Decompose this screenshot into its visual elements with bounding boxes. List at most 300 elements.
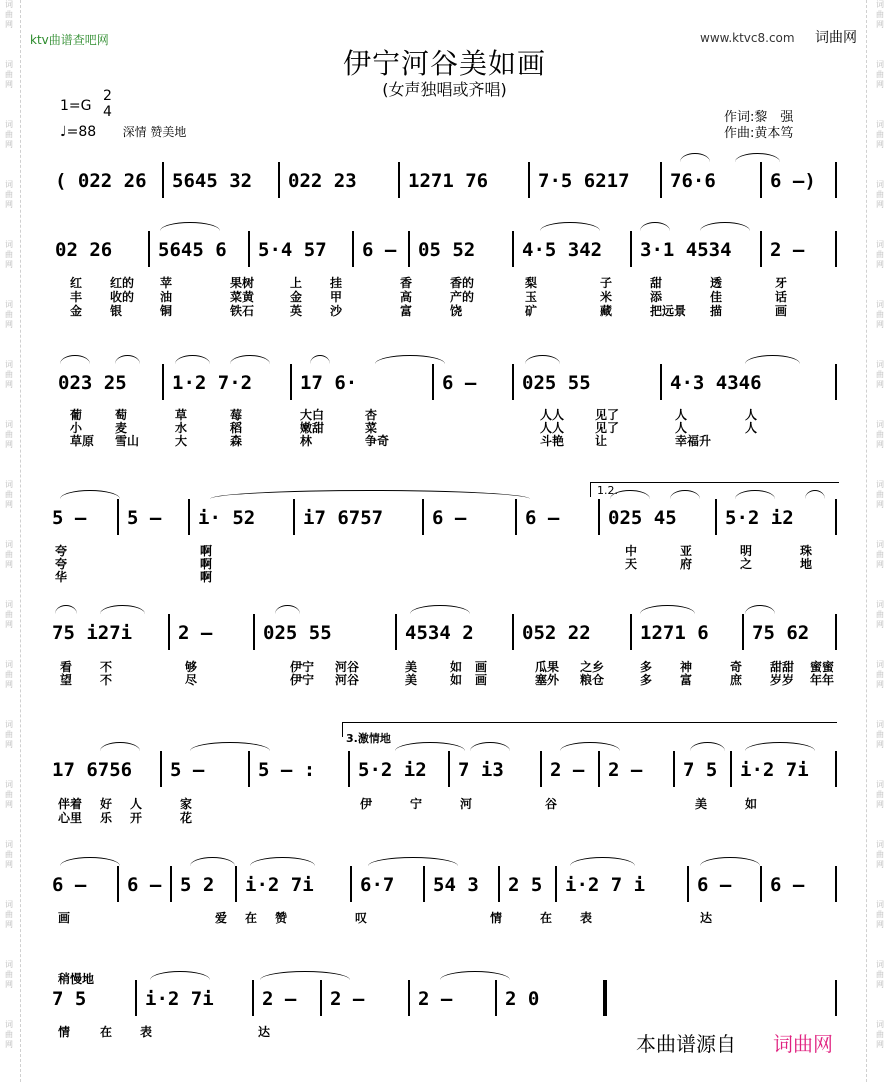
lyric-syllable: 叹	[355, 911, 368, 925]
barline	[715, 499, 717, 535]
lyric-syllable: 小	[70, 421, 83, 435]
lyric-syllable: 果树	[230, 276, 255, 290]
measure: 7·5 6217	[538, 170, 630, 192]
barline	[630, 614, 632, 650]
barline	[512, 364, 514, 400]
measure: 17 6·	[300, 372, 358, 394]
barline	[673, 751, 675, 787]
lyric-row	[0, 660, 889, 674]
measure: 3·1 4534	[640, 239, 732, 261]
measure: 5 2	[180, 874, 215, 896]
measure: i· 52	[198, 507, 256, 529]
lyric-syllable: 佳	[710, 290, 723, 304]
barline	[835, 231, 837, 267]
slur-arc	[100, 742, 140, 751]
slur-arc	[60, 857, 120, 866]
edge-watermark-text: 词 曲 网	[876, 600, 884, 629]
lyric-syllable: 苹	[160, 276, 173, 290]
volta-bracket-1-2	[590, 482, 839, 497]
slur-arc	[260, 971, 350, 980]
lyric-syllable: 稻	[230, 421, 243, 435]
measure: 75 i27i	[52, 622, 133, 644]
lyric-syllable: 金	[290, 290, 303, 304]
edge-watermark-text: 词 曲 网	[876, 300, 884, 329]
edge-watermark-text: 词 曲 网	[5, 60, 13, 89]
measure: 023 25	[58, 372, 127, 394]
slur-arc	[560, 742, 620, 751]
lyric-syllable: 好	[100, 797, 113, 811]
lyric-syllable: 人人	[540, 421, 565, 435]
lyric-syllable: 菜	[365, 421, 378, 435]
barline	[348, 751, 350, 787]
edge-watermark-text: 词 曲 网	[876, 1020, 884, 1049]
measure: 6 –)	[770, 170, 816, 192]
lyric-syllable: 神	[680, 660, 693, 674]
lyric-syllable: 添	[650, 290, 663, 304]
lyric-syllable: 之	[740, 557, 753, 571]
barline	[252, 980, 254, 1016]
edge-watermark-text: 词 曲 网	[5, 900, 13, 929]
lyric-syllable: 如	[745, 797, 758, 811]
lyric-syllable: 尽	[185, 673, 198, 687]
lyric-syllable: 沙	[330, 304, 343, 318]
barline	[498, 866, 500, 902]
measure: 5645 32	[172, 170, 253, 192]
measure: 75 62	[752, 622, 810, 644]
slur-arc	[190, 857, 235, 866]
lyric-syllable: 让	[595, 434, 608, 448]
measure: 4·5 342	[522, 239, 603, 261]
footer-source-label: 本曲谱源自	[636, 1032, 736, 1056]
lyric-syllable: 莓	[230, 408, 243, 422]
composer-credit: 作曲:黄本笃	[724, 126, 794, 141]
barline	[835, 980, 837, 1016]
measure: 6·7	[360, 874, 395, 896]
measure: 025 55	[522, 372, 591, 394]
lyric-row	[0, 276, 889, 290]
lyric-syllable: 大白	[300, 408, 325, 422]
tempo-value: ♩=88	[60, 124, 97, 140]
slur-arc	[540, 222, 600, 231]
edge-watermark-text: 词 曲 网	[5, 960, 13, 989]
edge-watermark-text: 词 曲 网	[876, 180, 884, 209]
lyric-syllable: 乐	[100, 811, 113, 825]
slur-arc	[690, 742, 725, 751]
lyric-syllable: 表	[140, 1025, 153, 1039]
edge-watermark-text: 词 曲 网	[876, 780, 884, 809]
final-barline	[603, 980, 607, 1016]
lyric-syllable: 心里	[58, 811, 83, 825]
measure: 6 –	[52, 874, 87, 896]
lyric-syllable: 英	[290, 304, 303, 318]
lyric-syllable: 挂	[330, 276, 343, 290]
edge-watermark-text: 词 曲 网	[5, 120, 13, 149]
lyric-syllable: 产的	[450, 290, 475, 304]
slur-arc	[745, 355, 800, 364]
barline	[495, 980, 497, 1016]
slur-arc	[250, 857, 315, 866]
lyric-syllable: 上	[290, 276, 303, 290]
slur-arc	[310, 355, 330, 364]
measure: 025 45	[608, 507, 677, 529]
edge-watermark-text: 词 曲 网	[876, 660, 884, 689]
lyric-syllable: 伴着	[58, 797, 83, 811]
barline	[687, 866, 689, 902]
footer-source-name[interactable]: 词曲网	[773, 1032, 833, 1056]
slur-arc	[175, 355, 210, 364]
lyric-syllable: 甲	[330, 290, 343, 304]
edge-watermark-text: 词 曲 网	[5, 1020, 13, 1049]
barline	[235, 866, 237, 902]
lyric-syllable: 蜜蜜	[810, 660, 835, 674]
notation-line	[0, 168, 889, 194]
slur-arc	[150, 971, 210, 980]
measure: 6 –	[697, 874, 732, 896]
slur-arc	[525, 355, 560, 364]
measure: 1271 76	[408, 170, 489, 192]
barline	[423, 866, 425, 902]
lyric-syllable: 达	[700, 911, 713, 925]
slur-arc	[375, 355, 445, 364]
lyric-syllable: 如	[450, 660, 463, 674]
measure: 6 –	[442, 372, 477, 394]
lyric-syllable: 富	[680, 673, 693, 687]
lyric-syllable: 杏	[365, 408, 378, 422]
lyric-syllable: 人	[675, 421, 688, 435]
edge-watermark-text: 词 曲 网	[5, 180, 13, 209]
lyric-syllable: 画	[475, 660, 488, 674]
lyric-syllable: 人	[675, 408, 688, 422]
notation-line	[0, 620, 889, 646]
lyric-syllable: 爱	[215, 911, 228, 925]
barline	[350, 866, 352, 902]
measure: 7 5	[52, 988, 87, 1010]
tempo-marking	[60, 123, 186, 140]
slur-arc	[470, 742, 510, 751]
lyric-syllable: 描	[710, 304, 723, 318]
barline	[162, 364, 164, 400]
edge-watermark-text: 词 曲 网	[5, 360, 13, 389]
lyric-row	[0, 673, 889, 687]
lyric-syllable: 宁	[410, 797, 423, 811]
edge-watermark-text: 词 曲 网	[876, 240, 884, 269]
measure: 7 i3	[458, 759, 504, 781]
edge-watermark-text: 词 曲 网	[876, 840, 884, 869]
lyric-syllable: 雪山	[115, 434, 140, 448]
site-link-top-left[interactable]: ktv曲谱查吧网	[30, 33, 109, 47]
measure: i·2 7i	[145, 988, 214, 1010]
lyric-syllable: 伊宁	[290, 660, 315, 674]
lyric-syllable: 珠	[800, 544, 813, 558]
slur-arc	[368, 857, 458, 866]
edge-watermark-text: 词 曲 网	[876, 480, 884, 509]
lyric-syllable: 美	[405, 673, 418, 687]
lyric-syllable: 玉	[525, 290, 538, 304]
lyric-syllable: 赞	[275, 911, 288, 925]
edge-watermark-text: 词 曲 网	[876, 540, 884, 569]
expression-marking: 深情 赞美地	[122, 125, 187, 139]
edge-watermark-text: 词 曲 网	[5, 0, 13, 29]
lyric-syllable: 在	[540, 911, 553, 925]
lyric-syllable: 葡	[70, 408, 83, 422]
lyric-syllable: 嫩甜	[300, 421, 325, 435]
lyric-syllable: 之乡	[580, 660, 605, 674]
lyric-syllable: 粮仓	[580, 673, 605, 687]
lyric-row	[0, 557, 889, 571]
lyric-syllable: 夸	[55, 544, 68, 558]
lyric-syllable: 在	[100, 1025, 113, 1039]
barline	[742, 614, 744, 650]
slur-arc	[60, 490, 120, 499]
lyric-syllable: 画	[475, 673, 488, 687]
slur-arc	[410, 605, 470, 614]
lyric-syllable: 瓜果	[535, 660, 560, 674]
lyric-syllable: 伊宁	[290, 673, 315, 687]
lyric-syllable: 谷	[545, 797, 558, 811]
lyric-syllable: 亚	[680, 544, 693, 558]
lyric-syllable: 梨	[525, 276, 538, 290]
slur-arc	[100, 605, 145, 614]
time-signature-top: 2	[103, 88, 112, 104]
lyric-syllable: 红	[70, 276, 83, 290]
barline	[422, 499, 424, 535]
lyric-syllable: 华	[55, 570, 68, 584]
barline	[395, 614, 397, 650]
measure: 2 –	[262, 988, 297, 1010]
lyric-syllable: 岁岁	[770, 673, 795, 687]
lyric-syllable: 望	[60, 673, 73, 687]
lyric-syllable: 饶	[450, 304, 463, 318]
edge-watermark-text: 词 曲 网	[876, 60, 884, 89]
lyric-syllable: 够	[185, 660, 198, 674]
lyric-syllable: 不	[100, 673, 113, 687]
measure: ( 022 26	[55, 170, 147, 192]
edge-watermark-text: 词 曲 网	[5, 420, 13, 449]
measure: 1·2 7·2	[172, 372, 253, 394]
lyric-row	[0, 797, 889, 811]
lyric-syllable: 金	[70, 304, 83, 318]
notation-line	[0, 370, 889, 396]
lyric-syllable: 香的	[450, 276, 475, 290]
measure: 6 –	[770, 874, 805, 896]
barline	[835, 499, 837, 535]
lyric-row	[0, 911, 889, 925]
measure: 2 0	[505, 988, 540, 1010]
measure: 6 –	[362, 239, 397, 261]
measure: i·2 7 i	[565, 874, 646, 896]
barline	[248, 231, 250, 267]
lyric-syllable: 银	[110, 304, 123, 318]
barline	[432, 364, 434, 400]
lyric-syllable: 甜	[650, 276, 663, 290]
lyric-syllable: 麦	[115, 421, 128, 435]
barline	[528, 162, 530, 198]
lyric-syllable: 中	[625, 544, 638, 558]
slur-arc	[735, 153, 780, 162]
lyric-syllable: 人人	[540, 408, 565, 422]
volta-label-3: 3.激情地	[346, 732, 391, 745]
lyric-syllable: 天	[625, 557, 638, 571]
barline	[835, 364, 837, 400]
slur-arc	[745, 742, 815, 751]
measure: 5645 6	[158, 239, 227, 261]
edge-watermark-text: 词 曲 网	[5, 780, 13, 809]
lyric-syllable: 透	[710, 276, 723, 290]
barline	[408, 980, 410, 1016]
barline	[835, 866, 837, 902]
lyric-syllable: 甜甜	[770, 660, 795, 674]
lyric-syllable: 多	[640, 673, 653, 687]
lyric-syllable: 不	[100, 660, 113, 674]
lyric-syllable: 塞外	[535, 673, 560, 687]
measure: 2 –	[330, 988, 365, 1010]
barline	[760, 866, 762, 902]
lyric-syllable: 幸福升	[675, 434, 712, 448]
measure: 5·4 57	[258, 239, 327, 261]
lyric-row	[0, 570, 889, 584]
lyric-syllable: 年年	[810, 673, 835, 687]
measure: 5 –	[170, 759, 205, 781]
lyric-syllable: 米	[600, 290, 613, 304]
song-title: 伊宁河谷美如画	[342, 47, 546, 80]
site-url-top-right[interactable]: www.ktvc8.com	[700, 31, 795, 45]
edge-watermark-text: 词 曲 网	[5, 480, 13, 509]
lyric-syllable: 河	[460, 797, 473, 811]
barline	[630, 231, 632, 267]
lyric-row	[0, 421, 889, 435]
lyric-syllable: 矿	[525, 304, 538, 318]
measure: i7 6757	[303, 507, 384, 529]
lyric-syllable: 香	[400, 276, 413, 290]
lyric-syllable: 多	[640, 660, 653, 674]
measure: 2 –	[550, 759, 585, 781]
lyric-syllable: 美	[405, 660, 418, 674]
barline	[135, 980, 137, 1016]
lyric-syllable: 大	[175, 434, 188, 448]
lyric-syllable: 话	[775, 290, 788, 304]
lyric-syllable: 油	[160, 290, 173, 304]
time-signature-bottom: 4	[103, 104, 112, 120]
measure: 76·6	[670, 170, 716, 192]
notation-line	[0, 986, 889, 1012]
measure: 1271 6	[640, 622, 709, 644]
measure: 5 – :	[258, 759, 316, 781]
barline	[448, 751, 450, 787]
lyric-syllable: 丰	[70, 290, 83, 304]
barline	[408, 231, 410, 267]
lyric-row	[0, 434, 889, 448]
edge-watermark-text: 词 曲 网	[5, 300, 13, 329]
edge-watermark-text: 词 曲 网	[5, 600, 13, 629]
lyric-syllable: 藏	[600, 304, 613, 318]
barline	[162, 162, 164, 198]
lyric-syllable: 菜黄	[230, 290, 255, 304]
lyric-syllable: 夸	[55, 557, 68, 571]
slur-arc	[395, 742, 465, 751]
edge-watermark-text: 词 曲 网	[5, 540, 13, 569]
lyric-row	[0, 811, 889, 825]
barline	[760, 231, 762, 267]
barline	[148, 231, 150, 267]
barline	[515, 499, 517, 535]
barline	[660, 364, 662, 400]
edge-watermark-text: 词 曲 网	[876, 720, 884, 749]
measure: 5·2 i2	[358, 759, 427, 781]
barline	[760, 162, 762, 198]
barline	[660, 162, 662, 198]
measure: 02 26	[55, 239, 113, 261]
measure: 025 55	[263, 622, 332, 644]
lyric-syllable: 美	[695, 797, 708, 811]
barline	[117, 866, 119, 902]
measure: 5·2 i2	[725, 507, 794, 529]
lyric-syllable: 明	[740, 544, 753, 558]
notation-line	[0, 757, 889, 783]
edge-watermark-text: 词 曲 网	[876, 0, 884, 29]
lyric-syllable: 人	[130, 797, 143, 811]
barline	[398, 162, 400, 198]
barline	[253, 614, 255, 650]
lyric-syllable: 富	[400, 304, 413, 318]
measure: 052 22	[522, 622, 591, 644]
lyric-syllable: 斗艳	[540, 434, 565, 448]
lyric-row	[0, 544, 889, 558]
slur-arc	[55, 605, 77, 614]
measure: 2 –	[770, 239, 805, 261]
lyric-syllable: 啊	[200, 570, 213, 584]
lyric-syllable: 铁石	[230, 304, 255, 318]
lyric-syllable: 收的	[110, 290, 135, 304]
barline	[293, 499, 295, 535]
barline	[320, 980, 322, 1016]
lyricist-credit: 作词:黎 强	[724, 110, 794, 125]
lyric-syllable: 如	[450, 673, 463, 687]
lyric-syllable: 争奇	[365, 434, 390, 448]
measure: i·2 7i	[740, 759, 809, 781]
slur-arc	[440, 971, 510, 980]
lyric-syllable: 铜	[160, 304, 173, 318]
lyric-syllable: 人	[745, 421, 758, 435]
lyric-row	[0, 408, 889, 422]
barline	[290, 364, 292, 400]
lyric-syllable: 牙	[775, 276, 788, 290]
lyric-row	[0, 1025, 889, 1039]
lyric-syllable: 人	[745, 408, 758, 422]
site-name-top-right[interactable]: 词曲网	[815, 30, 857, 46]
lyric-syllable: 草	[175, 408, 188, 422]
lyric-syllable: 子	[600, 276, 613, 290]
notation-line	[0, 237, 889, 263]
slur-arc	[700, 222, 750, 231]
lyric-syllable: 红的	[110, 276, 135, 290]
slur-arc	[680, 153, 710, 162]
lyric-syllable: 情	[490, 911, 503, 925]
lyric-syllable: 啊	[200, 544, 213, 558]
slur-arc	[230, 355, 270, 364]
lyric-syllable: 把远景	[650, 304, 687, 318]
slur-arc	[700, 857, 760, 866]
lyric-syllable: 家	[180, 797, 193, 811]
tempo-change-marking: 稍慢地	[58, 972, 95, 986]
slur-arc	[745, 605, 775, 614]
slur-arc	[275, 605, 300, 614]
measure: 4·3 4346	[670, 372, 762, 394]
lyric-syllable: 表	[580, 911, 593, 925]
song-subtitle: (女声独唱或齐唱)	[382, 80, 507, 99]
edge-watermark-text: 词 曲 网	[876, 360, 884, 389]
barline	[835, 162, 837, 198]
slur-arc	[210, 490, 530, 499]
